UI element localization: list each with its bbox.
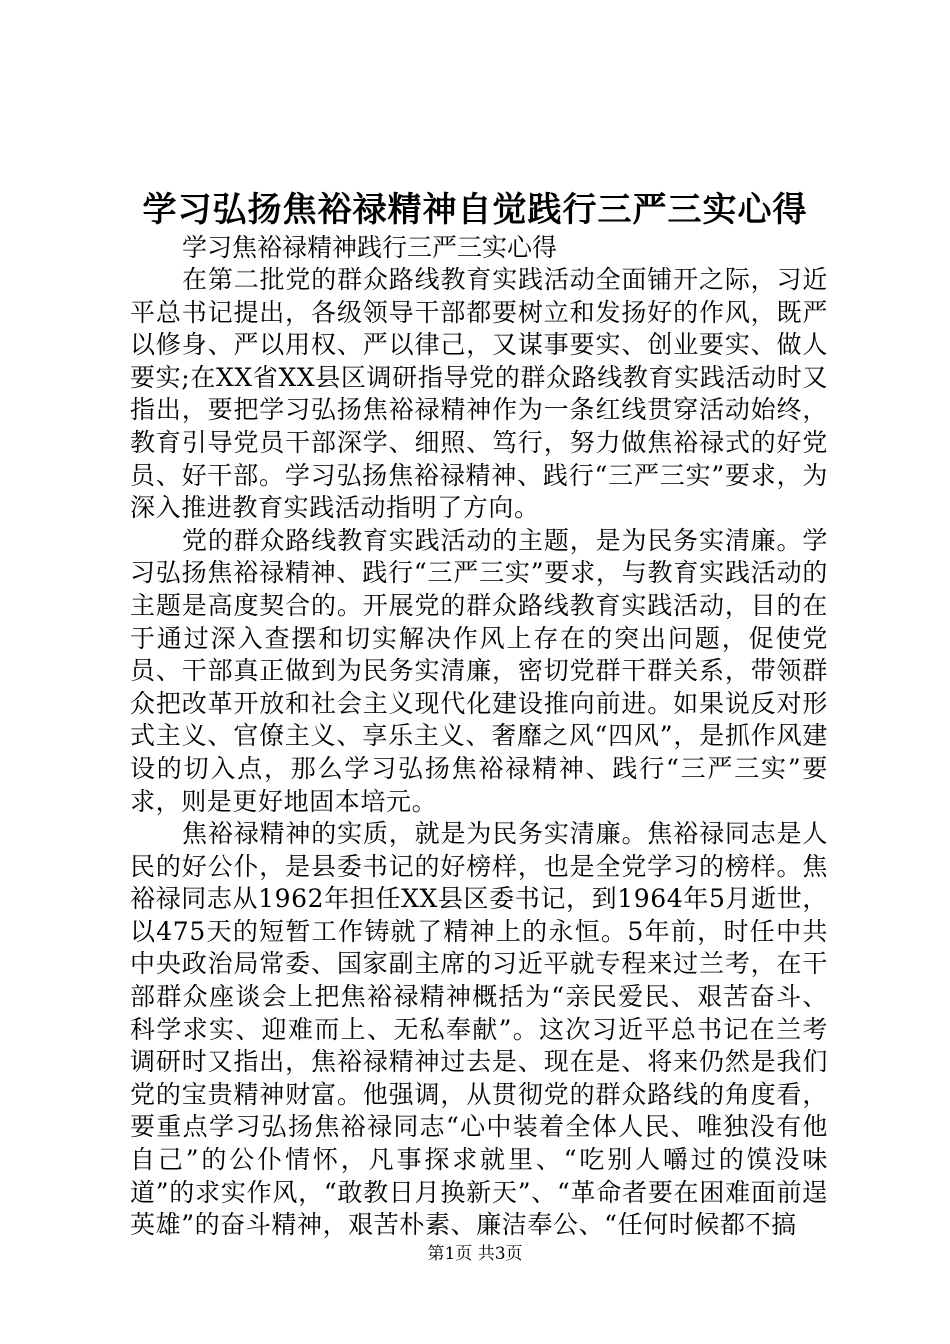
page-number-footer: 第1页 共3页	[427, 1244, 523, 1264]
paragraph-2: 党的群众路线教育实践活动的主题，是为民务实清廉。学习弘扬焦裕禄精神、践行“三严三实”要求，与教育实践活动的主题是高度契合的。开展党的群众路线教育实践活动，目的在于通过深入查摆和切实解决作风上存在的突出问题，促使党员、干部真正做到为民务实清廉，密切党群干群关系，带领群众把改革开放和社会主义现代化建设推向前进。如果说反对形式主义、官僚主义、享乐主义、奢靡之风“四风”，是抓作风建设的切入点，那么学习弘扬焦裕禄精神、践行“三严三实”要求，则是更好地固本培元。	[130, 525, 828, 816]
paragraph-1: 在第二批党的群众路线教育实践活动全面铺开之际，习近平总书记提出，各级领导干部都要树立和发扬好的作风，既严以修身、严以用权、严以律己，又谋事要实、创业要实、做人要实;在XX省XX县区调研指导党的群众路线教育实践活动时又指出，要把学习弘扬焦裕禄精神作为一条红线贯穿活动始终，教育引导党员干部深学、细照、笃行，努力做焦裕禄式的好党员、好干部。学习弘扬焦裕禄精神、践行“三严三实”要求，为深入推进教育实践活动指明了方向。	[130, 265, 828, 523]
document-title: 学习弘扬焦裕禄精神自觉践行三严三实心得	[142, 190, 808, 230]
document-body	[130, 232, 828, 1242]
document-subtitle: 学习焦裕禄精神践行三严三实心得	[182, 233, 558, 262]
paragraph-3: 焦裕禄精神的实质，就是为民务实清廉。焦裕禄同志是人民的好公仆，是县委书记的好榜样，也是全党学习的榜样。焦裕禄同志从1962年担任XX县区委书记，到1964年5月逝世，以475天的短暂工作铸就了精神上的永恒。5年前，时任中共中央政治局常委、国家副主席的习近平就专程来过兰考，在干部群众座谈会上把焦裕禄精神概括为“亲民爱民、艰苦奋斗、科学求实、迎难而上、无私奉献”。这次习近平总书记在兰考调研时又指出，焦裕禄精神过去是、现在是、将来仍然是我们党的宝贵精神财富。他强调，从贯彻党的群众路线的角度看，要重点学习弘扬焦裕禄同志“心中装着全体人民、唯独没有他自己”的公仆情怀，凡事探求就里、“吃别人嚼过的馍没味道”的求实作风，“敢教日月换新天”、“革命者要在困难面前逞英雄”的奋斗精神，艰苦朴素、廉洁奉公、“任何时候都不搞	[130, 819, 828, 1240]
